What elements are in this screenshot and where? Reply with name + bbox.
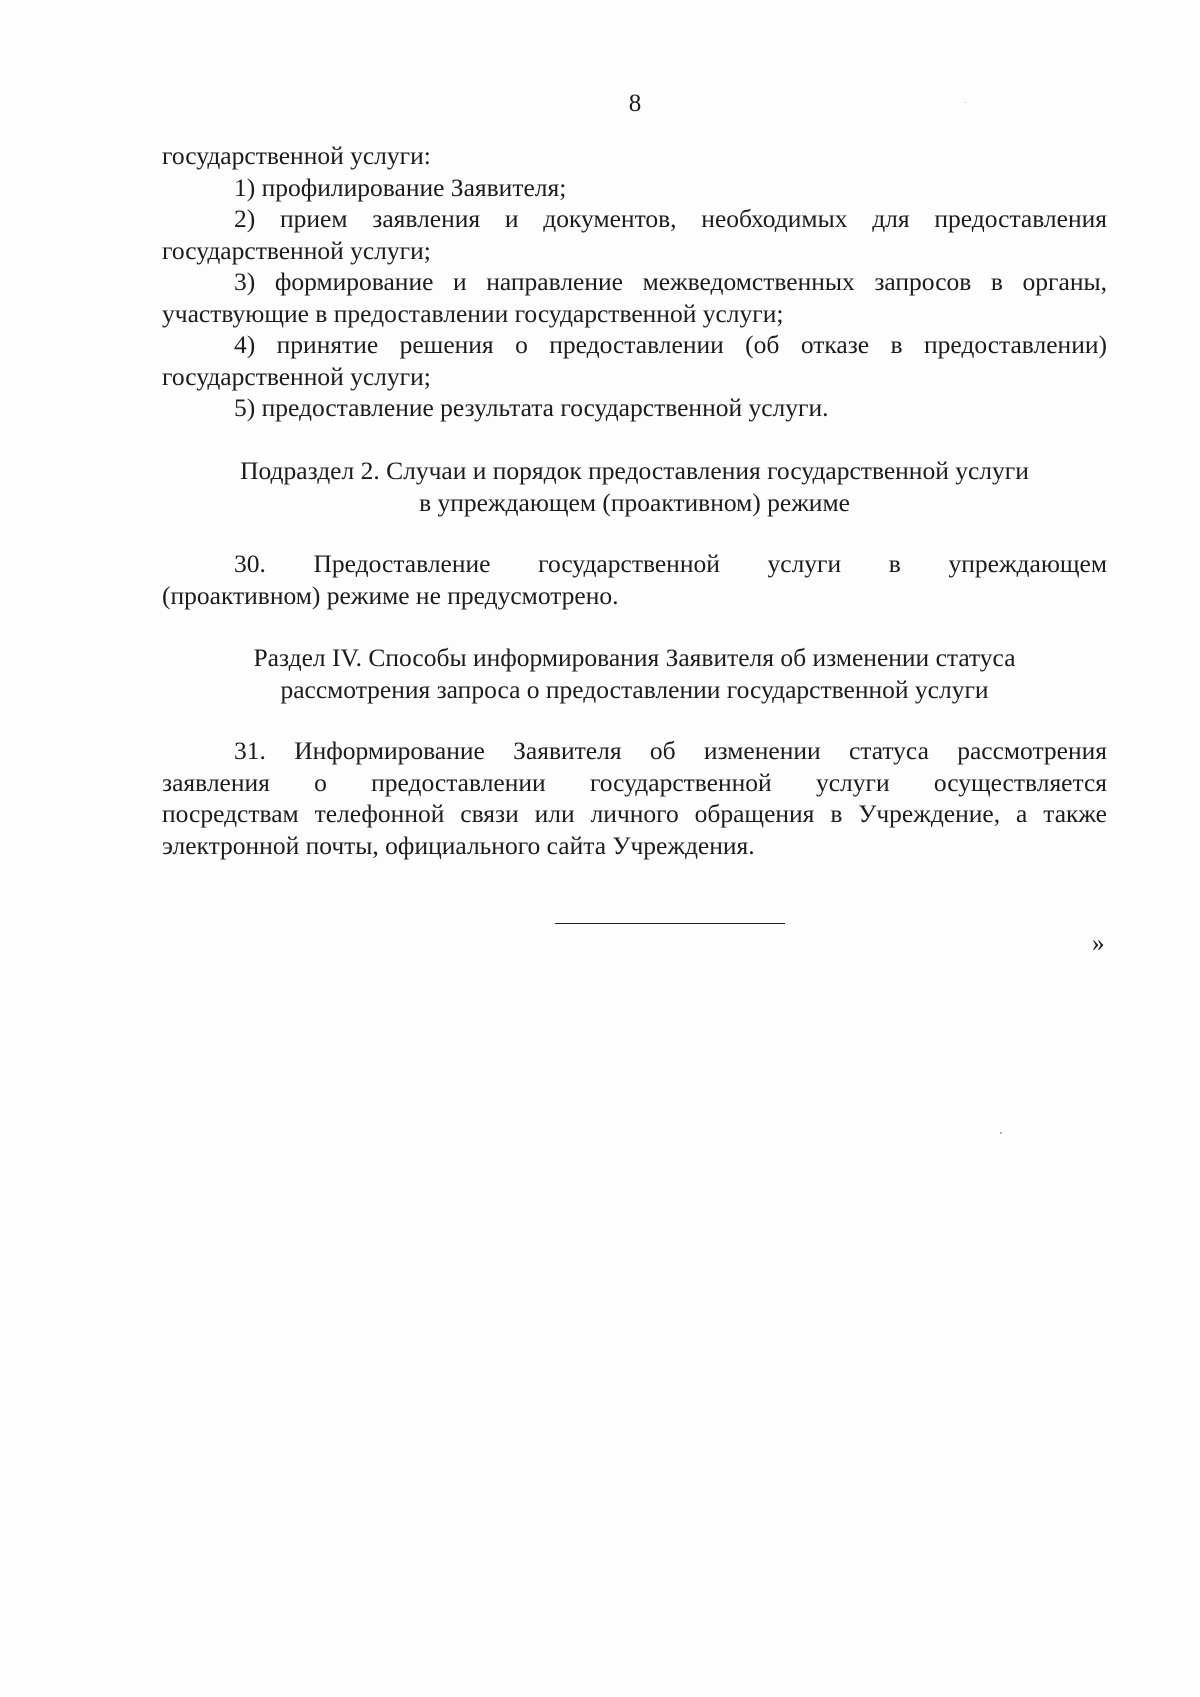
intro-line: государственной услуги:: [162, 141, 431, 170]
paragraph-31-line-3: посредствам телефонной связи или личного обращения в Учреждение, а также: [162, 799, 1107, 828]
paragraph-31: [162, 735, 1107, 861]
list-item-4-continuation: государственной услуги;: [162, 361, 431, 391]
section-4-title-line-2: рассмотрения запроса о предоставлении государственной услуги: [280, 674, 989, 704]
list-item-5: 5) предоставление результата государственной услуги.: [234, 393, 829, 422]
subsection-2-heading: [162, 455, 1107, 518]
paragraph-30-line-2: (проактивном) режиме не предусмотрено.: [162, 580, 619, 610]
scan-speck: [965, 102, 966, 103]
list-item-3-continuation: участвующие в предоставлении государственной услуги;: [162, 298, 784, 328]
scan-speck: [1000, 1132, 1002, 1134]
list-item-2: 2) прием заявления и документов, необходимых для предоставления: [234, 204, 1107, 233]
end-divider-line: [555, 923, 785, 924]
paragraph-31-line-1: 31. Информирование Заявителя об изменении статуса рассмотрения: [234, 736, 1107, 765]
section-4-heading: [162, 642, 1107, 705]
closing-quote-mark: »: [1092, 930, 1105, 957]
subsection-2-title-line-1: Подраздел 2. Случаи и порядок предоставления государственной услуги: [240, 456, 1029, 485]
list-item-2-continuation: государственной услуги;: [162, 235, 431, 265]
list-item-3: 3) формирование и направление межведомственных запросов в органы,: [234, 267, 1107, 296]
service-stages-list: [162, 140, 1107, 424]
paragraph-31-line-4: электронной почты, официального сайта Учреждения.: [162, 830, 755, 860]
paragraph-30: [162, 548, 1107, 611]
paragraph-30-line-1: 30. Предоставление государственной услуги в упреждающем: [234, 549, 1107, 578]
subsection-2-title-line-2: в упреждающем (проактивном) режиме: [419, 487, 850, 517]
list-item-4: 4) принятие решения о предоставлении (об отказе в предоставлении): [234, 330, 1107, 359]
section-4-title-line-1: Раздел IV. Способы информирования Заявителя об изменении статуса: [253, 643, 1016, 672]
list-item-1: 1) профилирование Заявителя;: [234, 172, 567, 202]
paragraph-31-line-2: заявления о предоставлении государственной услуги осуществляется: [162, 767, 1107, 797]
page-number: 8: [628, 90, 642, 117]
